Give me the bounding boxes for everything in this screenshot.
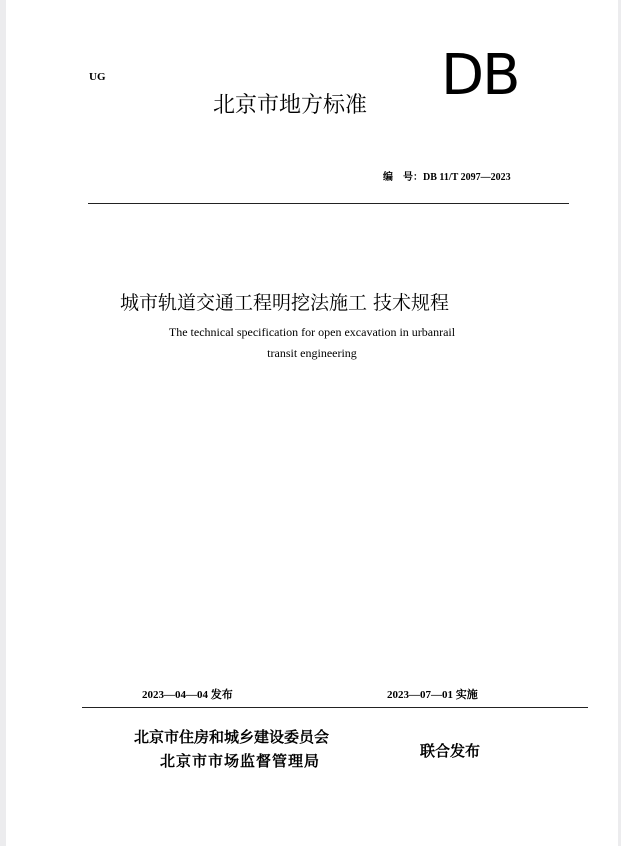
joint-publish-label: 联合发布	[420, 742, 481, 760]
title-english-line2: transit engineering	[267, 346, 357, 360]
issuer-title: 北京市地方标准	[213, 93, 368, 118]
publisher-org1: 北京市住房和城乡建设委员会	[134, 728, 330, 746]
standard-number	[383, 168, 511, 183]
effective-date: 2023—07—01 实施	[387, 689, 478, 701]
document-page	[6, 0, 618, 846]
issue-date: 2023—04—04 发布	[142, 689, 233, 701]
header-divider	[88, 203, 569, 204]
footer-divider	[82, 707, 588, 708]
standard-number-label: 编 号：	[383, 172, 423, 183]
title-english-line1: The technical specification for open excavation in urbanrail	[168, 325, 456, 339]
publisher-org2: 北京市市场监督管理局	[160, 752, 321, 770]
db-logo: DB	[441, 43, 519, 108]
title-chinese: 城市轨道交通工程明挖法施工 技术规程	[120, 292, 450, 314]
classification-code: UG	[89, 71, 106, 83]
standard-number-value: DB 11/T 2097—2023	[423, 172, 511, 183]
